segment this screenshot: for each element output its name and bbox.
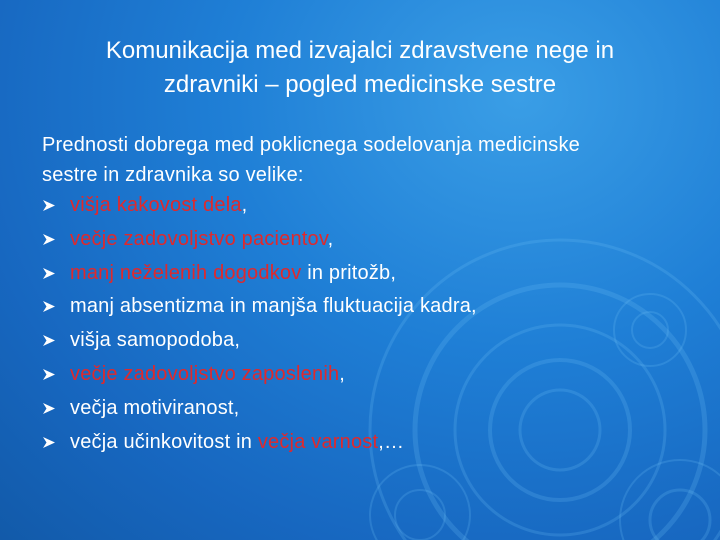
item-text: , <box>339 362 346 385</box>
item-highlight: večja varnost <box>257 430 379 453</box>
list-item <box>42 190 702 224</box>
item-text: manj absentizma in manjša fluktuacija kadra, <box>70 295 477 318</box>
title-line-2: zdravniki – pogled medicinske sestre <box>163 71 557 98</box>
arrowhead-bullet-icon <box>42 233 56 246</box>
item-highlight: višja kakovost dela <box>70 194 242 216</box>
list-item <box>42 258 702 292</box>
item-text: in pritožb, <box>301 261 397 284</box>
item-highlight: večje zadovoljstvo zaposlenih <box>70 362 340 385</box>
arrowhead-bullet-icon <box>42 267 56 280</box>
arrowhead-bullet-icon <box>42 436 56 449</box>
arrowhead-bullet-icon <box>42 334 56 347</box>
intro-paragraph <box>42 130 702 190</box>
slide-body <box>42 130 702 460</box>
list-item <box>42 359 702 393</box>
title-line-1: Komunikacija med izvajalci zdravstvene nege in <box>105 37 615 64</box>
item-text: višja samopodoba, <box>70 329 241 352</box>
item-text: , <box>241 194 248 216</box>
item-text: večja motiviranost, <box>70 396 240 419</box>
intro-line-2: sestre in zdravnika so velike: <box>42 164 304 186</box>
item-text: ,… <box>378 430 405 453</box>
list-item <box>42 224 702 258</box>
list-item <box>42 427 702 461</box>
item-lead: večja učinkovitost in <box>70 430 258 453</box>
list-item <box>42 291 702 325</box>
item-text: , <box>327 227 334 250</box>
intro-line-1: Prednosti dobrega med poklicnega sodelovanja medicinske <box>42 134 580 156</box>
benefits-list <box>42 190 702 460</box>
item-highlight: večje zadovoljstvo pacientov <box>70 227 328 250</box>
arrowhead-bullet-icon <box>42 368 56 381</box>
arrowhead-bullet-icon <box>42 402 56 415</box>
slide-title <box>30 34 690 102</box>
list-item <box>42 325 702 359</box>
arrowhead-bullet-icon <box>42 199 56 212</box>
list-item <box>42 393 702 427</box>
item-highlight: manj neželenih dogodkov <box>70 261 302 284</box>
arrowhead-bullet-icon <box>42 300 56 313</box>
